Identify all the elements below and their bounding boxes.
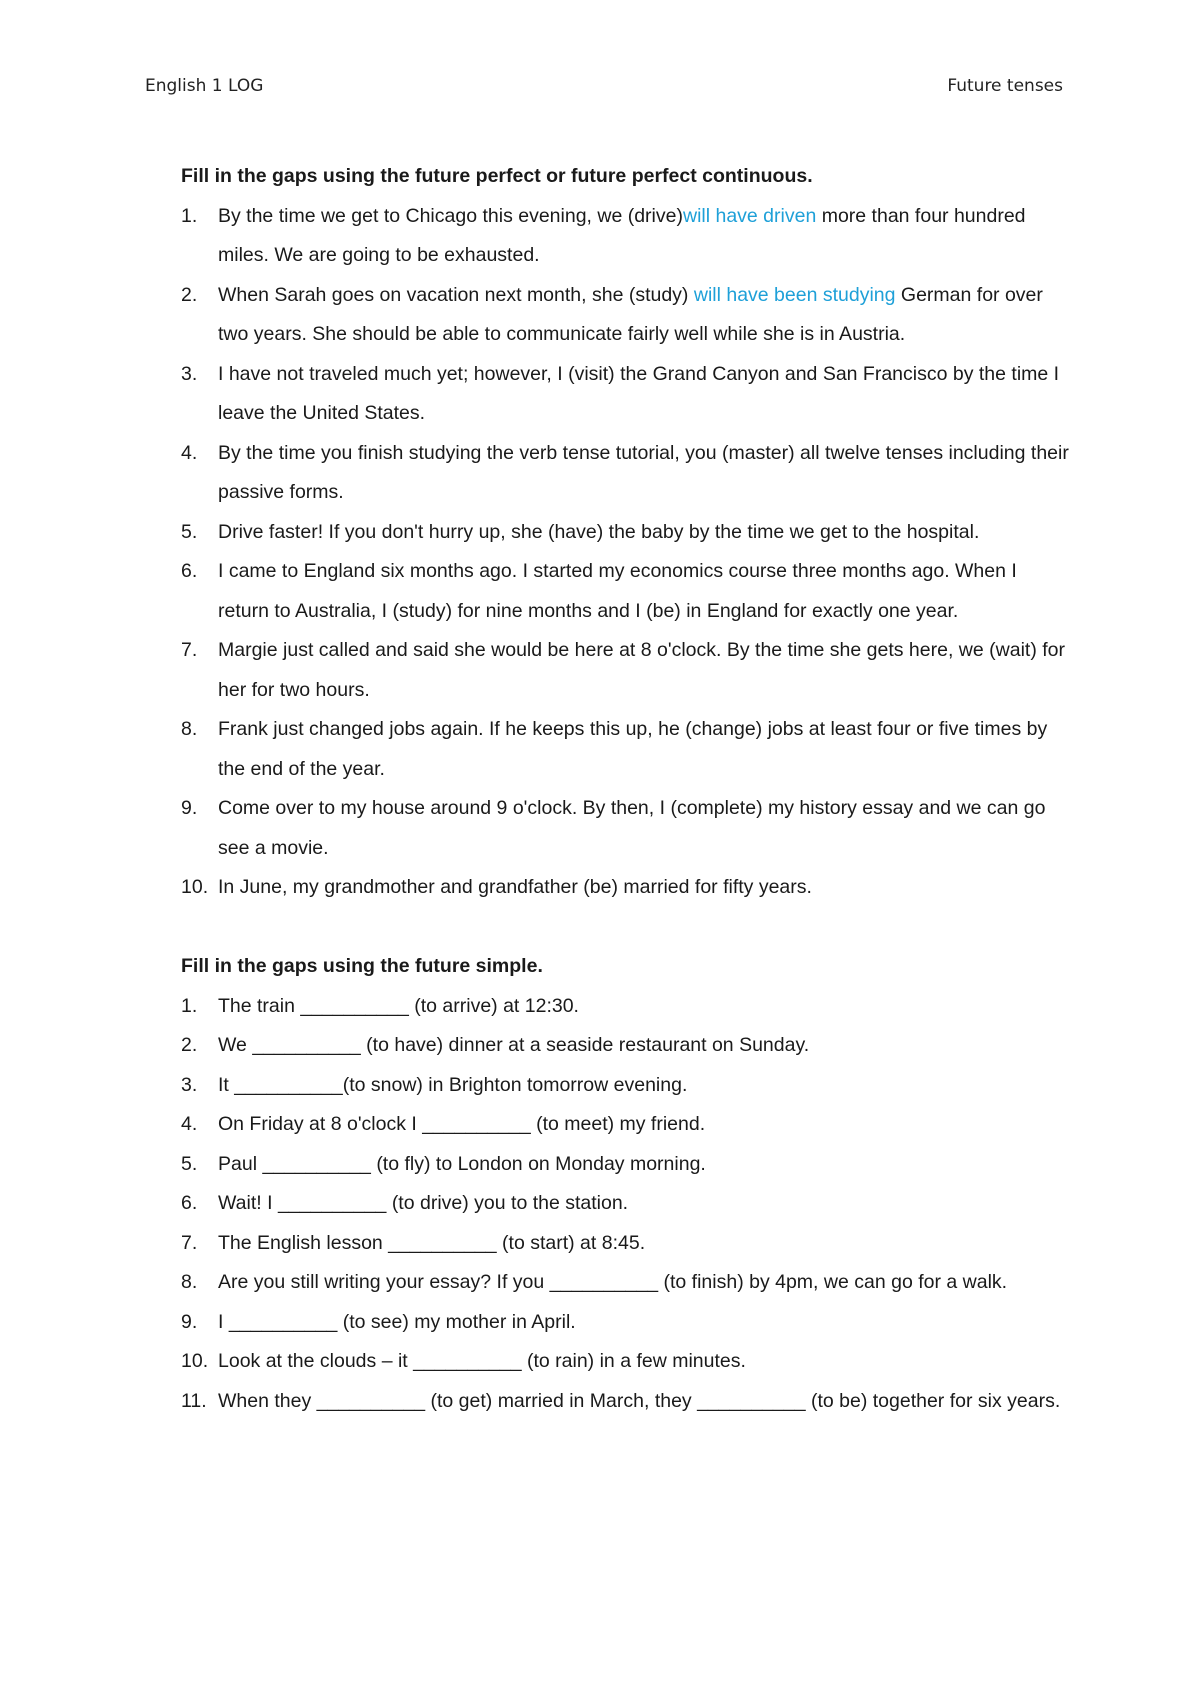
gap-fill-item	[181, 1382, 1071, 1422]
item-text: We __________ (to have) dinner at a seaside restaurant on Sunday.	[218, 1034, 810, 1056]
item-number: 6.	[181, 1192, 198, 1214]
gap-fill-item	[181, 1145, 1071, 1185]
item-number: 7.	[181, 1231, 198, 1254]
item-number: 2.	[181, 1034, 198, 1056]
filled-answer: will have been studying	[693, 283, 896, 306]
exercise-item	[181, 789, 1071, 868]
item-text: I __________ (to see) my mother in April.	[218, 1310, 576, 1333]
item-number: 3.	[181, 1073, 198, 1096]
item-number: 5.	[181, 1152, 198, 1175]
item-number: 11.	[181, 1389, 207, 1412]
exercise-item	[181, 552, 1071, 631]
gap-fill-item	[181, 1263, 1071, 1303]
worksheet-content	[181, 157, 1071, 1421]
item-text: Come over to my house around 9 o'clock. By then, I (complete) my history essay and we can go see a movie.	[218, 797, 1046, 859]
section1-heading: Fill in the gaps using the future perfect or future perfect continuous.	[181, 165, 813, 187]
item-number: 3.	[181, 362, 198, 385]
item-number: 9.	[181, 797, 198, 819]
item-text: On Friday at 8 o'clock I __________ (to meet) my friend.	[218, 1113, 706, 1135]
item-text: Paul __________ (to fly) to London on Monday morning.	[218, 1152, 706, 1175]
item-text: I came to England six months ago. I started my economics course three months ago. When I return to Australia, I (study) for nine months and I (be) in England for exactly one year.	[218, 560, 1017, 622]
item-number: 9.	[181, 1310, 198, 1333]
item-text: In June, my grandmother and grandfather (be) married for fifty years.	[218, 876, 812, 898]
header-course: English 1 LOG	[145, 76, 264, 96]
exercise-item	[181, 868, 1071, 908]
filled-answer: will have driven	[682, 204, 817, 227]
item-text: It __________(to snow) in Brighton tomorrow evening.	[218, 1073, 688, 1096]
exercise-item	[181, 513, 1071, 553]
gap-fill-item	[181, 1105, 1071, 1145]
item-number: 5.	[181, 520, 198, 543]
gap-fill-item	[181, 1224, 1071, 1264]
item-text-continued: German for over two years. She should be able to communicate fairly well while she is in Austria.	[218, 283, 1043, 345]
gap-fill-item	[181, 1184, 1071, 1224]
item-number: 1.	[181, 994, 198, 1017]
item-text: Wait! I __________ (to drive) you to the station.	[218, 1192, 629, 1214]
item-number: 4.	[181, 441, 198, 464]
gap-fill-item	[181, 1026, 1071, 1066]
item-number: 8.	[181, 1271, 198, 1293]
item-text: By the time you finish studying the verb tense tutorial, you (master) all twelve tenses including their passive forms.	[218, 441, 1069, 503]
section1-list	[181, 197, 1071, 908]
exercise-item	[181, 276, 1071, 355]
exercise-item	[181, 710, 1071, 789]
section2-heading: Fill in the gaps using the future simple.	[181, 955, 543, 977]
item-number: 10.	[181, 876, 209, 898]
item-text: The English lesson __________ (to start) at 8:45.	[218, 1231, 646, 1254]
item-number: 2.	[181, 283, 198, 306]
exercise-item	[181, 434, 1071, 513]
item-number: 4.	[181, 1113, 198, 1135]
header-topic: Future tenses	[947, 76, 1063, 96]
gap-fill-item	[181, 1342, 1071, 1382]
item-text: Are you still writing your essay? If you __________ (to finish) by 4pm, we can go for a walk.	[218, 1271, 1008, 1293]
exercise-item	[181, 631, 1071, 710]
item-text: When they __________ (to get) married in March, they __________ (to be) together for six years.	[218, 1389, 1061, 1412]
gap-fill-item	[181, 987, 1071, 1027]
item-number: 6.	[181, 560, 198, 582]
item-text-continued: more than four hundred miles. We are going to be exhausted.	[218, 204, 1026, 266]
item-text: I have not traveled much yet; however, I (visit) the Grand Canyon and San Francisco by the time I leave the United States.	[218, 362, 1060, 424]
item-number: 1.	[181, 204, 198, 227]
gap-fill-item	[181, 1066, 1071, 1106]
item-text: By the time we get to Chicago this evening, we (drive)	[218, 204, 683, 227]
item-number: 7.	[181, 639, 198, 661]
item-text: Look at the clouds – it __________ (to rain) in a few minutes.	[218, 1350, 746, 1372]
exercise-item	[181, 197, 1071, 276]
gap-fill-item	[181, 1303, 1071, 1343]
item-text: Margie just called and said she would be here at 8 o'clock. By the time she gets here, we (wait) for her for two hours.	[218, 639, 1065, 701]
section2-list	[181, 987, 1071, 1422]
item-number: 10.	[181, 1350, 209, 1372]
item-text: Drive faster! If you don't hurry up, she (have) the baby by the time we get to the hospital.	[218, 520, 980, 543]
item-text: When Sarah goes on vacation next month, she (study)	[218, 283, 694, 306]
item-number: 8.	[181, 718, 198, 740]
item-text: The train __________ (to arrive) at 12:30.	[218, 994, 579, 1017]
section-spacer	[181, 908, 1071, 948]
item-text: Frank just changed jobs again. If he keeps this up, he (change) jobs at least four or five times by the end of the year.	[218, 718, 1048, 780]
page-header	[145, 76, 1063, 96]
exercise-item	[181, 355, 1071, 434]
